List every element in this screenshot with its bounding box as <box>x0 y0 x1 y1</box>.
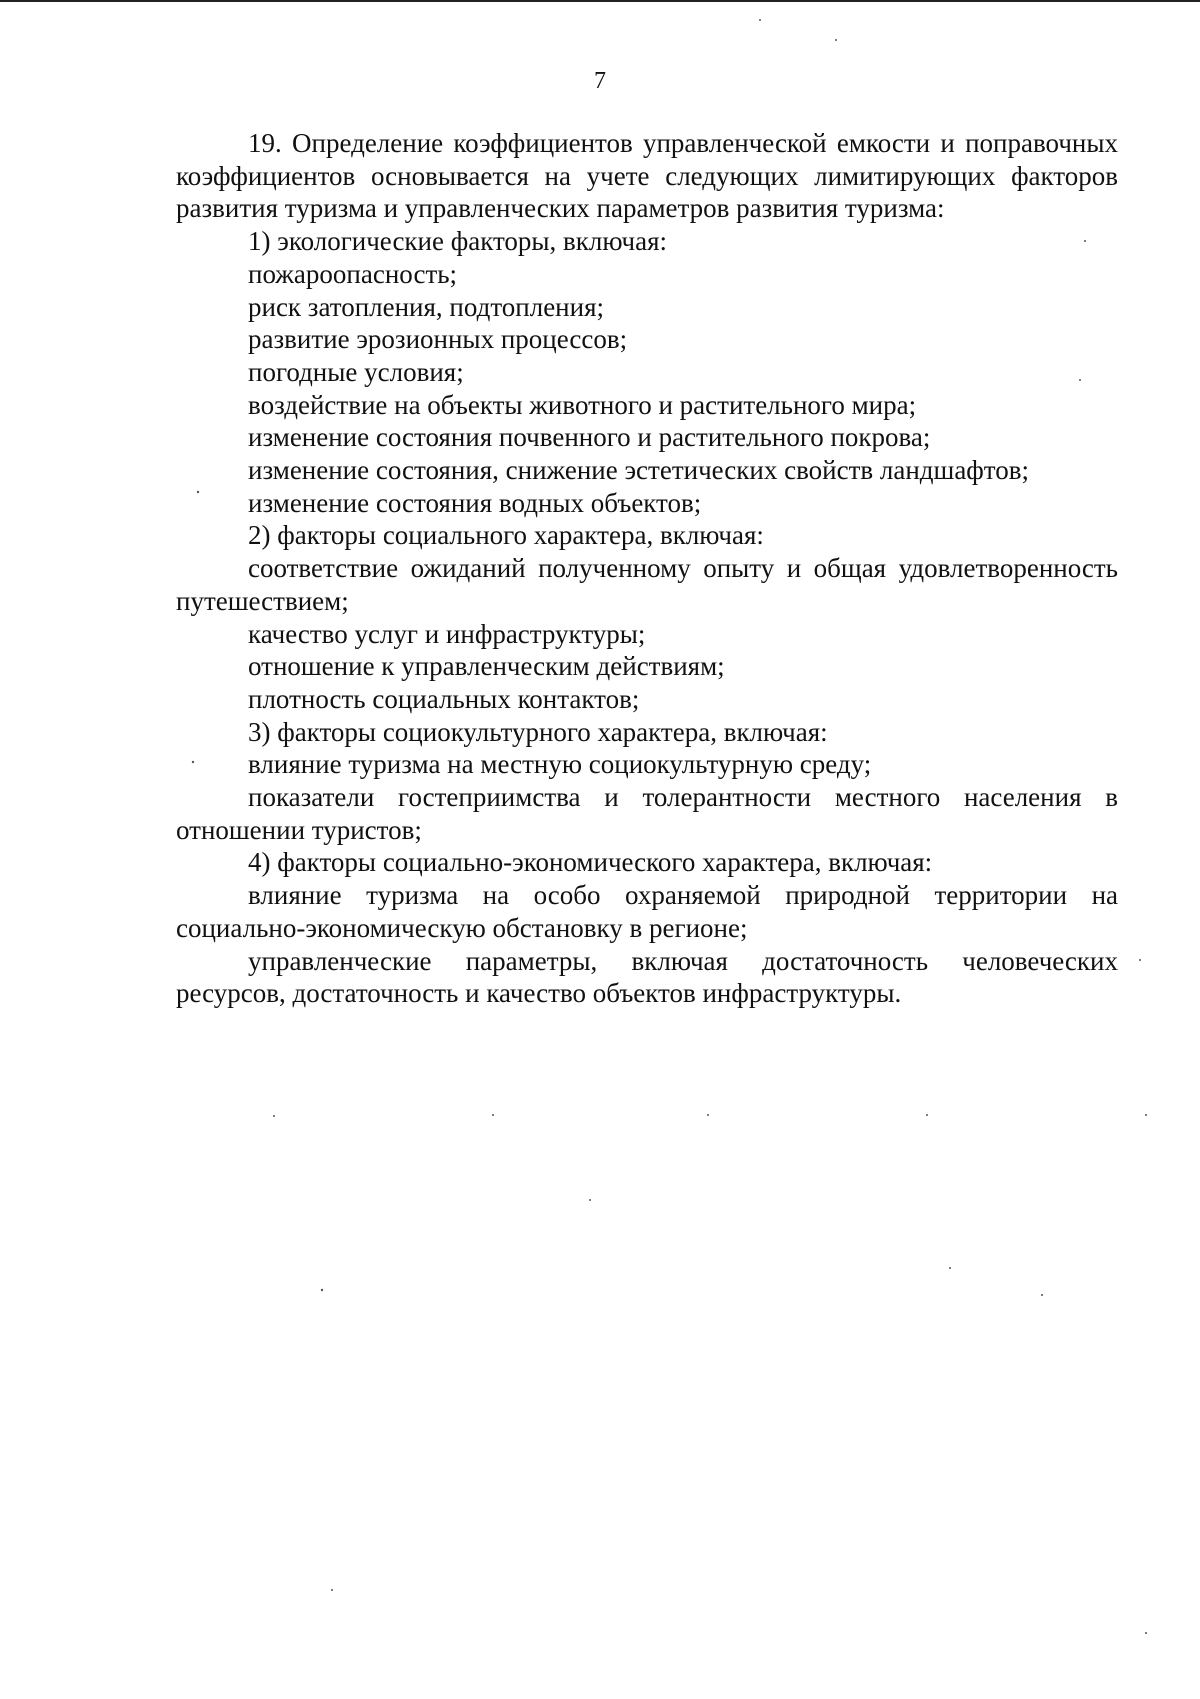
list-subitem: влияние туризма на особо охраняемой природной территории на социально-экономическую обстановку в регионе; <box>176 880 1118 943</box>
paragraph-19-intro: 19. Определение коэффициентов управленческой емкости и поправочных коэффициентов основывается на учете следующих лимитирующих факторов развития туризма и управленческих параметров развития туризма: <box>176 128 1118 224</box>
list-item-ecological-factors: 1) экологические факторы, включая: <box>248 226 668 257</box>
scan-top-edge <box>0 0 1200 2</box>
list-subitem: изменение состояния водных объектов; <box>248 487 702 518</box>
list-subitem: влияние туризма на местную социокультурную среду; <box>248 749 872 780</box>
list-subitem: пожароопасность; <box>248 258 458 289</box>
list-subitem: показатели гостеприимства и толерантности местного населения в отношении туристов; <box>176 782 1118 845</box>
page-number: 7 <box>594 68 606 94</box>
list-subitem: развитие эрозионных процессов; <box>248 324 628 355</box>
list-subitem: изменение состояния почвенного и растительного покрова; <box>248 422 931 453</box>
list-item-sociocultural-factors: 3) факторы социокультурного характера, включая: <box>248 716 828 747</box>
list-subitem: плотность социальных контактов; <box>248 683 640 714</box>
list-subitem: соответствие ожиданий полученному опыту и общая удовлетворенность путешествием; <box>176 553 1118 616</box>
list-subitem: качество услуг и инфраструктуры; <box>248 618 646 649</box>
document-body <box>176 127 1118 1010</box>
list-subitem: риск затопления, подтопления; <box>248 291 604 322</box>
list-subitem: воздействие на объекты животного и растительного мира; <box>248 389 917 420</box>
list-subitem: управленческие параметры, включая достаточность человеческих ресурсов, достаточность и качество объектов инфраструктуры. <box>176 945 1118 1009</box>
list-subitem: погодные условия; <box>248 356 464 387</box>
list-item-socioeconomic-factors: 4) факторы социально-экономического характера, включая: <box>248 847 933 878</box>
list-item-social-factors: 2) факторы социального характера, включая: <box>248 520 764 551</box>
list-subitem: изменение состояния, снижение эстетических свойств ландшафтов; <box>248 455 1029 486</box>
list-subitem: отношение к управленческим действиям; <box>248 651 725 682</box>
